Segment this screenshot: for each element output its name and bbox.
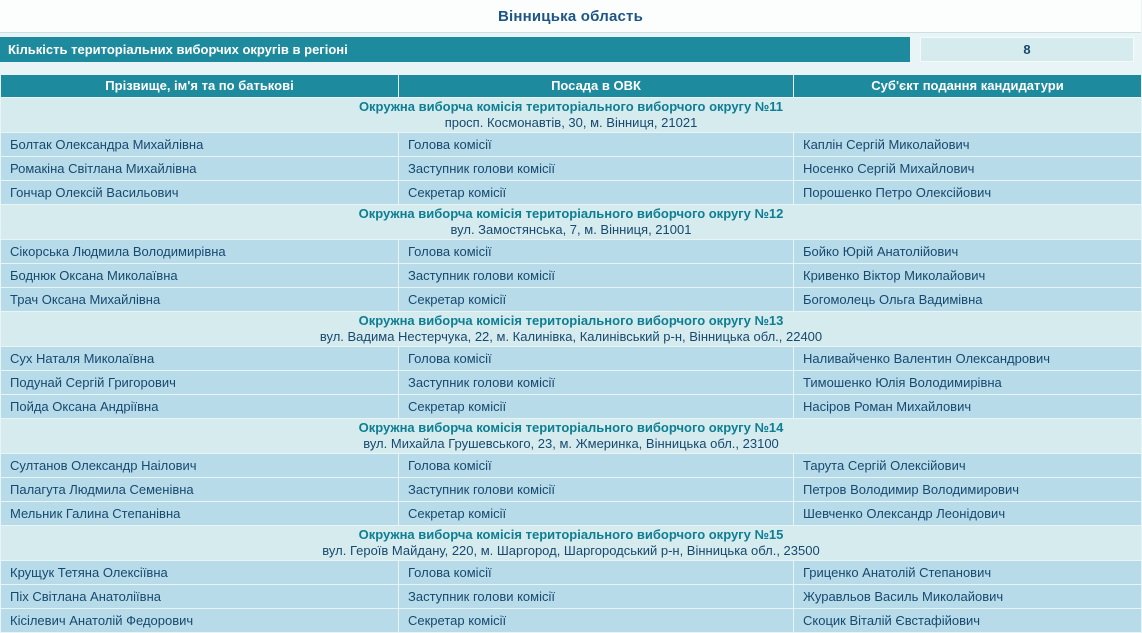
table-header-row — [1, 75, 1142, 98]
group-header-row — [1, 98, 1142, 133]
position-cell: Секретар комісії — [399, 502, 794, 526]
position-cell: Секретар комісії — [399, 288, 794, 312]
position-cell: Голова комісії — [399, 240, 794, 264]
nominator-cell: Каплін Сергій Миколайович — [794, 133, 1142, 157]
summary-value: 8 — [920, 37, 1134, 62]
nominator-cell: Гриценко Анатолій Степанович — [794, 561, 1142, 585]
member-name-cell: Кісілевич Анатолій Федорович — [1, 609, 399, 633]
position-cell: Заступник голови комісії — [399, 585, 794, 609]
member-name-cell: Крущук Тетяна Олексіївна — [1, 561, 399, 585]
nominator-cell: Шевченко Олександр Леонідович — [794, 502, 1142, 526]
group-title: Окружна виборча комісія територіального виборчого округу №15 — [358, 527, 784, 542]
position-cell: Голова комісії — [399, 561, 794, 585]
table-row — [1, 454, 1142, 478]
member-name-cell: Пойда Оксана Андріївна — [1, 395, 399, 419]
group-header-row — [1, 312, 1142, 347]
table-body — [1, 98, 1142, 633]
group-header-cell — [1, 526, 1142, 561]
group-address: вул. Михайла Грушевського, 23, м. Жмеринка, Вінницька обл., 23100 — [363, 436, 779, 451]
group-title: Окружна виборча комісія територіального виборчого округу №13 — [358, 313, 784, 328]
group-header-row — [1, 526, 1142, 561]
member-name-cell: Трач Оксана Михайлівна — [1, 288, 399, 312]
nominator-cell: Насіров Роман Михайлович — [794, 395, 1142, 419]
member-name-cell: Ромакіна Світлана Михайлівна — [1, 157, 399, 181]
group-address: вул. Героїв Майдану, 220, м. Шаргород, Шаргородський р-н, Вінницька обл., 23500 — [322, 543, 820, 558]
commissions-table — [0, 74, 1142, 633]
member-name-cell: Гончар Олексій Васильович — [1, 181, 399, 205]
group-address: вул. Замостянська, 7, м. Вінниця, 21001 — [450, 222, 692, 237]
member-name-cell: Подунай Сергій Григорович — [1, 371, 399, 395]
col-header-position: Посада в ОВК — [399, 75, 794, 98]
table-row — [1, 157, 1142, 181]
position-cell: Секретар комісії — [399, 395, 794, 419]
table-row — [1, 502, 1142, 526]
table-row — [1, 609, 1142, 633]
group-title: Окружна виборча комісія територіального виборчого округу №11 — [358, 99, 784, 114]
position-cell: Секретар комісії — [399, 181, 794, 205]
position-cell: Голова комісії — [399, 454, 794, 478]
position-cell: Заступник голови комісії — [399, 264, 794, 288]
table-row — [1, 561, 1142, 585]
group-header-cell — [1, 205, 1142, 240]
table-row — [1, 395, 1142, 419]
group-address: просп. Космонавтів, 30, м. Вінниця, 21021 — [444, 115, 698, 130]
col-header-nominator: Суб'єкт подання кандидатури — [794, 75, 1142, 98]
table-row — [1, 478, 1142, 502]
summary-row — [0, 37, 1141, 62]
nominator-cell: Тимошенко Юлія Володимирівна — [794, 371, 1142, 395]
position-cell: Голова комісії — [399, 133, 794, 157]
position-cell: Заступник голови комісії — [399, 478, 794, 502]
nominator-cell: Порошенко Петро Олексійович — [794, 181, 1142, 205]
nominator-cell: Кривенко Віктор Миколайович — [794, 264, 1142, 288]
nominator-cell: Петров Володимир Володимирович — [794, 478, 1142, 502]
group-header-cell — [1, 98, 1142, 133]
position-cell: Заступник голови комісії — [399, 157, 794, 181]
page-title: Вінницька область — [497, 8, 644, 25]
nominator-cell: Тарута Сергій Олексійович — [794, 454, 1142, 478]
member-name-cell: Мельник Галина Степанівна — [1, 502, 399, 526]
nominator-cell: Бойко Юрій Анатолійович — [794, 240, 1142, 264]
table-row — [1, 133, 1142, 157]
nominator-cell: Носенко Сергій Михайлович — [794, 157, 1142, 181]
table-row — [1, 240, 1142, 264]
position-cell: Секретар комісії — [399, 609, 794, 633]
member-name-cell: Палагута Людмила Семенівна — [1, 478, 399, 502]
nominator-cell: Журавльов Василь Миколайович — [794, 585, 1142, 609]
table-row — [1, 347, 1142, 371]
group-header-cell — [1, 419, 1142, 454]
member-name-cell: Сікорська Людмила Володимирівна — [1, 240, 399, 264]
nominator-cell: Наливайченко Валентин Олександрович — [794, 347, 1142, 371]
nominator-cell: Богомолець Ольга Вадимівна — [794, 288, 1142, 312]
group-header-row — [1, 419, 1142, 454]
table-row — [1, 371, 1142, 395]
group-title: Окружна виборча комісія територіального виборчого округу №14 — [358, 420, 784, 435]
position-cell: Заступник голови комісії — [399, 371, 794, 395]
member-name-cell: Боднюк Оксана Миколаївна — [1, 264, 399, 288]
group-header-row — [1, 205, 1142, 240]
summary-label: Кількість територіальних виборчих округів в регіоні — [0, 37, 910, 62]
table-row — [1, 264, 1142, 288]
region-title-bar — [0, 0, 1141, 33]
member-name-cell: Сух Наталя Миколаївна — [1, 347, 399, 371]
group-address: вул. Вадима Нестерчука, 22, м. Калинівка, Калинівський р-н, Вінницька обл., 22400 — [319, 329, 823, 344]
col-header-name: Прізвище, ім'я та по батькові — [1, 75, 399, 98]
member-name-cell: Болтак Олександра Михайлівна — [1, 133, 399, 157]
group-title: Окружна виборча комісія територіального виборчого округу №12 — [358, 206, 784, 221]
table-row — [1, 585, 1142, 609]
table-row — [1, 181, 1142, 205]
member-name-cell: Султанов Олександр Наілович — [1, 454, 399, 478]
nominator-cell: Скоцик Віталій Євстафійович — [794, 609, 1142, 633]
position-cell: Голова комісії — [399, 347, 794, 371]
group-header-cell — [1, 312, 1142, 347]
member-name-cell: Піх Світлана Анатоліївна — [1, 585, 399, 609]
table-row — [1, 288, 1142, 312]
